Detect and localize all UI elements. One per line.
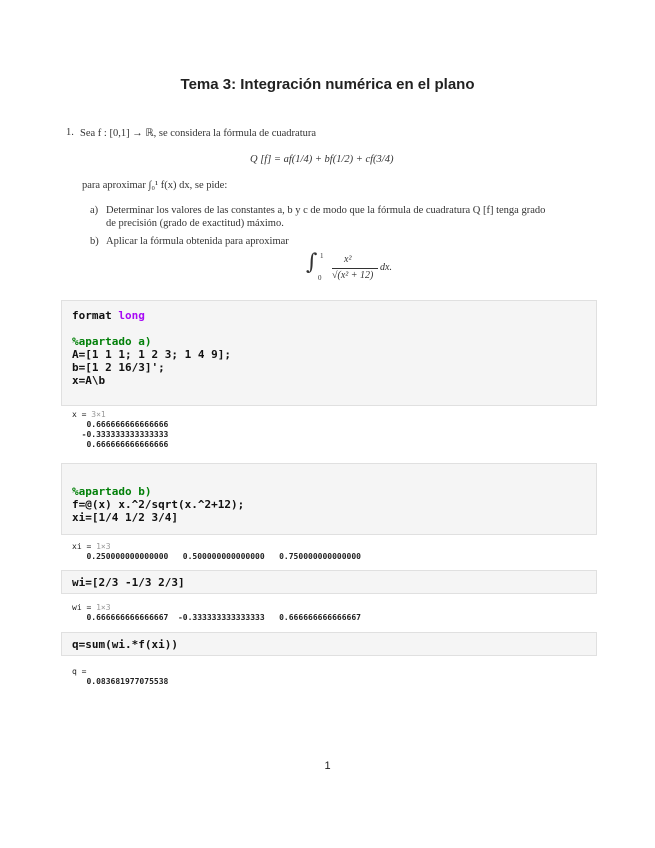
code-line: wi=[2/3 -1/3 2/3] <box>72 576 185 589</box>
output-xi: xi = 1×3 0.250000000000000 0.500000000000000 0.750000000000000 <box>72 542 361 561</box>
output-value: 0.666666666666666 <box>86 420 169 429</box>
code-line: x=A\b <box>72 374 106 387</box>
item-b <box>90 236 289 247</box>
item-b-text-1: Aplicar la fórmula obtenida para aproximar <box>106 236 289 247</box>
fraction-bar <box>332 268 378 269</box>
item-a-text-2: de precisión (grado de exactitud) máximo. <box>106 218 284 229</box>
output-dims: 3×1 <box>91 410 106 419</box>
output-var-name: q <box>72 667 77 676</box>
code-cell-1[interactable] <box>61 300 597 406</box>
output-q: q = 0.083681977075538 <box>72 667 169 686</box>
exercise-intro: Sea f : [0,1] → ℝ, se considera la fórmula de cuadratura <box>80 128 317 139</box>
integral-denominator: √(x² + 12) <box>332 270 374 281</box>
integral-lower: 0 <box>318 274 322 282</box>
quadrature-formula: Q [f] = af(1/4) + bf(1/2) + cf(3/4) <box>250 154 394 165</box>
output-value: 0.666666666666667 -0.333333333333333 0.666666666666667 <box>86 613 361 622</box>
integral-sign: ∫ <box>306 250 318 275</box>
output-var-name: xi <box>72 542 82 551</box>
page-title: Tema 3: Integración numérica en el plano <box>180 76 475 93</box>
exercise-number: 1. <box>66 127 74 138</box>
output-var-name: x <box>72 410 77 419</box>
integral-differential: dx. <box>380 262 392 273</box>
code-line <box>72 309 145 322</box>
output-var-name: wi <box>72 603 82 612</box>
exercise-aim: para aproximar ∫₀¹ f(x) dx, se pide: <box>82 180 228 191</box>
item-a <box>90 205 545 216</box>
code-comment: %apartado b) <box>72 485 152 498</box>
code-cell-3[interactable] <box>61 570 597 594</box>
code-line: xi=[1/4 1/2 3/4] <box>72 511 178 524</box>
item-a-text-1: Determinar los valores de las constantes a, b y c de modo que la fórmula de cuadratura Q [f] tenga grado <box>106 205 546 216</box>
item-b-label: b) <box>90 236 99 247</box>
target-integral <box>306 250 396 286</box>
code-line: q=sum(wi.*f(xi)) <box>72 638 178 651</box>
output-value: 0.666666666666666 <box>86 440 169 449</box>
code-keyword-format: format <box>72 309 112 322</box>
integral-numerator: x² <box>344 254 352 265</box>
integral-upper: 1 <box>320 252 324 260</box>
item-a-label: a) <box>90 205 99 216</box>
code-line: b=[1 2 16/3]'; <box>72 361 165 374</box>
code-cell-2[interactable] <box>61 463 597 535</box>
output-x: x = 3×1 0.666666666666666 -0.333333333333333 0.666666666666666 <box>72 410 169 449</box>
code-line: f=@(x) x.^2/sqrt(x.^2+12); <box>72 498 245 511</box>
output-value: 0.250000000000000 0.500000000000000 0.750000000000000 <box>86 552 361 561</box>
output-dims: 1×3 <box>96 542 111 551</box>
output-dims: 1×3 <box>96 603 111 612</box>
code-keyword-long: long <box>118 309 145 322</box>
code-comment: %apartado a) <box>72 335 152 348</box>
output-wi: wi = 1×3 0.666666666666667 -0.333333333333333 0.666666666666667 <box>72 603 361 622</box>
code-line: A=[1 1 1; 1 2 3; 1 4 9]; <box>72 348 231 361</box>
output-value: -0.333333333333333 <box>81 430 169 439</box>
page-number: 1 <box>324 760 331 772</box>
output-value: 0.083681977075538 <box>86 677 169 686</box>
code-cell-4[interactable] <box>61 632 597 656</box>
